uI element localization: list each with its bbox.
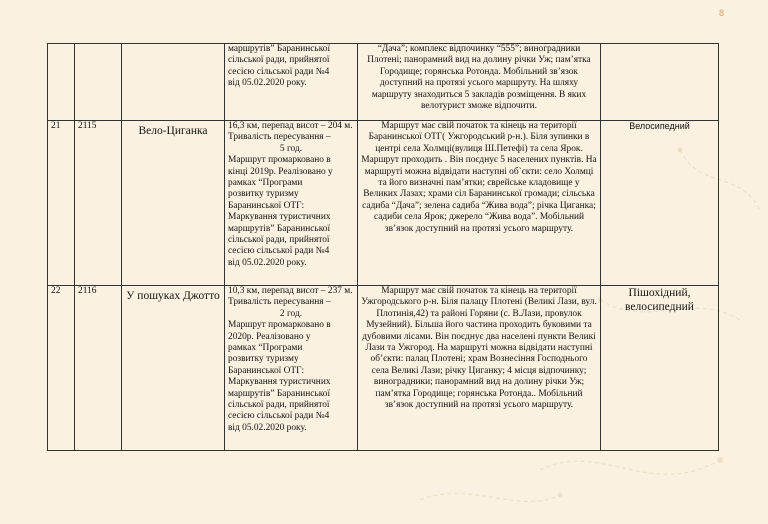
duration-line: рамках “Програми (228, 178, 303, 189)
duration-line: кінці 2019р. Реалізовано у (228, 166, 333, 177)
duration-line: Маркування туристичних (228, 212, 331, 223)
routes-table (47, 43, 719, 451)
route-duration-cell (225, 44, 358, 121)
duration-line: Баранинської ОТГ: (228, 200, 305, 211)
route-description-cell: “Дача”; комплекс відпочинку “555”; виноградники Плотені; панорамний вид на долину річки Уж; пам’ятка Городище; горянська Ротонда. Мобільний зв’язок доступний на протязі усього маршруту. На шляху маршруту знаходиться 5 закладів розміщення. В яких велотурист зможе відпочити. (358, 44, 601, 121)
route-number-cell: 21 (48, 121, 75, 286)
duration-line: 2020р. Реалізовано у (228, 331, 311, 342)
route-number-cell: 22 (48, 286, 75, 451)
route-name-cell (122, 286, 225, 451)
route-name-cell (122, 44, 225, 121)
duration-line: маршрутів” Баранинської (228, 44, 331, 54)
duration-line: від 05.02.2020 року. (228, 257, 307, 268)
table-row (48, 121, 719, 286)
route-code-cell: 2115 (75, 121, 122, 286)
route-description-cell: Маршрут має свій початок та кінець на території Ужгородського р-н. Біля палацу Плотені (Великі Лази, вул. Плотинія,42) та районі Горяни (с. В.Лази, провулок Музейний). Більша його частина проходить буковими та дубовими лісами. Він поєднує два населені пункти Великі Лази та Ужгород. На маршруті можна відвідати наступні об’єкти: палац Плотені; храм Вознесіння Господнього села Великі Лази; річку Циганку; 4 місця відпочинку; виноградники; панорамний вид на долину річки Уж; пам’ятка Городище; горянська Ротонда.. Мобільний зв’язок доступний на протязі усього маршруту. (358, 286, 601, 451)
duration-line: сільської ради, прийнятої (228, 400, 330, 411)
duration-time: 5 год. (279, 143, 303, 154)
duration-line: сесією сільської ради №4 (228, 411, 330, 422)
duration-line: сільської ради, прийнятої (228, 55, 330, 66)
duration-line: Маршрут промарковано в (228, 320, 331, 331)
page-number: 8 (718, 8, 724, 18)
duration-time: 2 год. (279, 308, 303, 319)
duration-line: маршрутів” Баранинської (228, 223, 331, 234)
duration-summary: 16,3 км, перепад висот – 204 м. Тривалість пересування – (228, 121, 353, 143)
route-duration-cell (225, 286, 358, 451)
duration-line: Маршрут промарковано в (228, 155, 331, 166)
duration-line: Маркування туристичних (228, 377, 331, 388)
route-name: Вело-Циганка (138, 125, 208, 137)
route-code-cell: 2116 (75, 286, 122, 451)
duration-line: розвитку туризму (228, 189, 299, 200)
route-description-cell: Маршрут має свій початок та кінець на території Баранинської ОТГ( Ужгородський р-н.). Біля зупинки в центрі села Холмці(вулиця Ш.Петефі) та села Ярок. Маршрут проходить . Він поєднує 5 населених пунктів. На маршруті можна відвідати наступні об`єкти: село Холмці та його визначні пам’ятки; єврейське кладовище у Великих Лазах; храми сіл Баранинської громади; сільська садиба “Дача”; зелена садиба “Жива вода”; річка Циганка; садиби села Ярок; джерело “Жива вода”. Мобільний зв’язок доступний на протязі усього маршруту. (358, 121, 601, 286)
duration-line: сільської ради, прийнятої (228, 235, 330, 246)
duration-line: сесією сільської ради №4 (228, 66, 330, 77)
route-type-cell: Велосипедний (601, 121, 719, 286)
route-duration-cell (225, 121, 358, 286)
route-name-cell (122, 121, 225, 286)
duration-line: від 05.02.2020 року. (228, 422, 307, 433)
duration-line: від 05.02.2020 року. (228, 78, 307, 89)
duration-line: Баранинської ОТГ: (228, 365, 305, 376)
duration-summary: 10,3 км, перепад висот – 237 м. Тривалість пересування – (228, 286, 353, 308)
duration-line: маршрутів” Баранинської (228, 388, 331, 399)
route-type-cell: Пішохідний, велосипедний (601, 286, 719, 451)
table-row (48, 44, 719, 121)
route-type-cell (601, 44, 719, 121)
route-code-cell (75, 44, 122, 121)
route-name: У пошуках Джотто (126, 290, 220, 302)
duration-line: рамках “Програми (228, 343, 303, 354)
duration-line: сесією сільської ради №4 (228, 246, 330, 257)
duration-line: розвитку туризму (228, 354, 299, 365)
table-row (48, 286, 719, 451)
route-number-cell (48, 44, 75, 121)
